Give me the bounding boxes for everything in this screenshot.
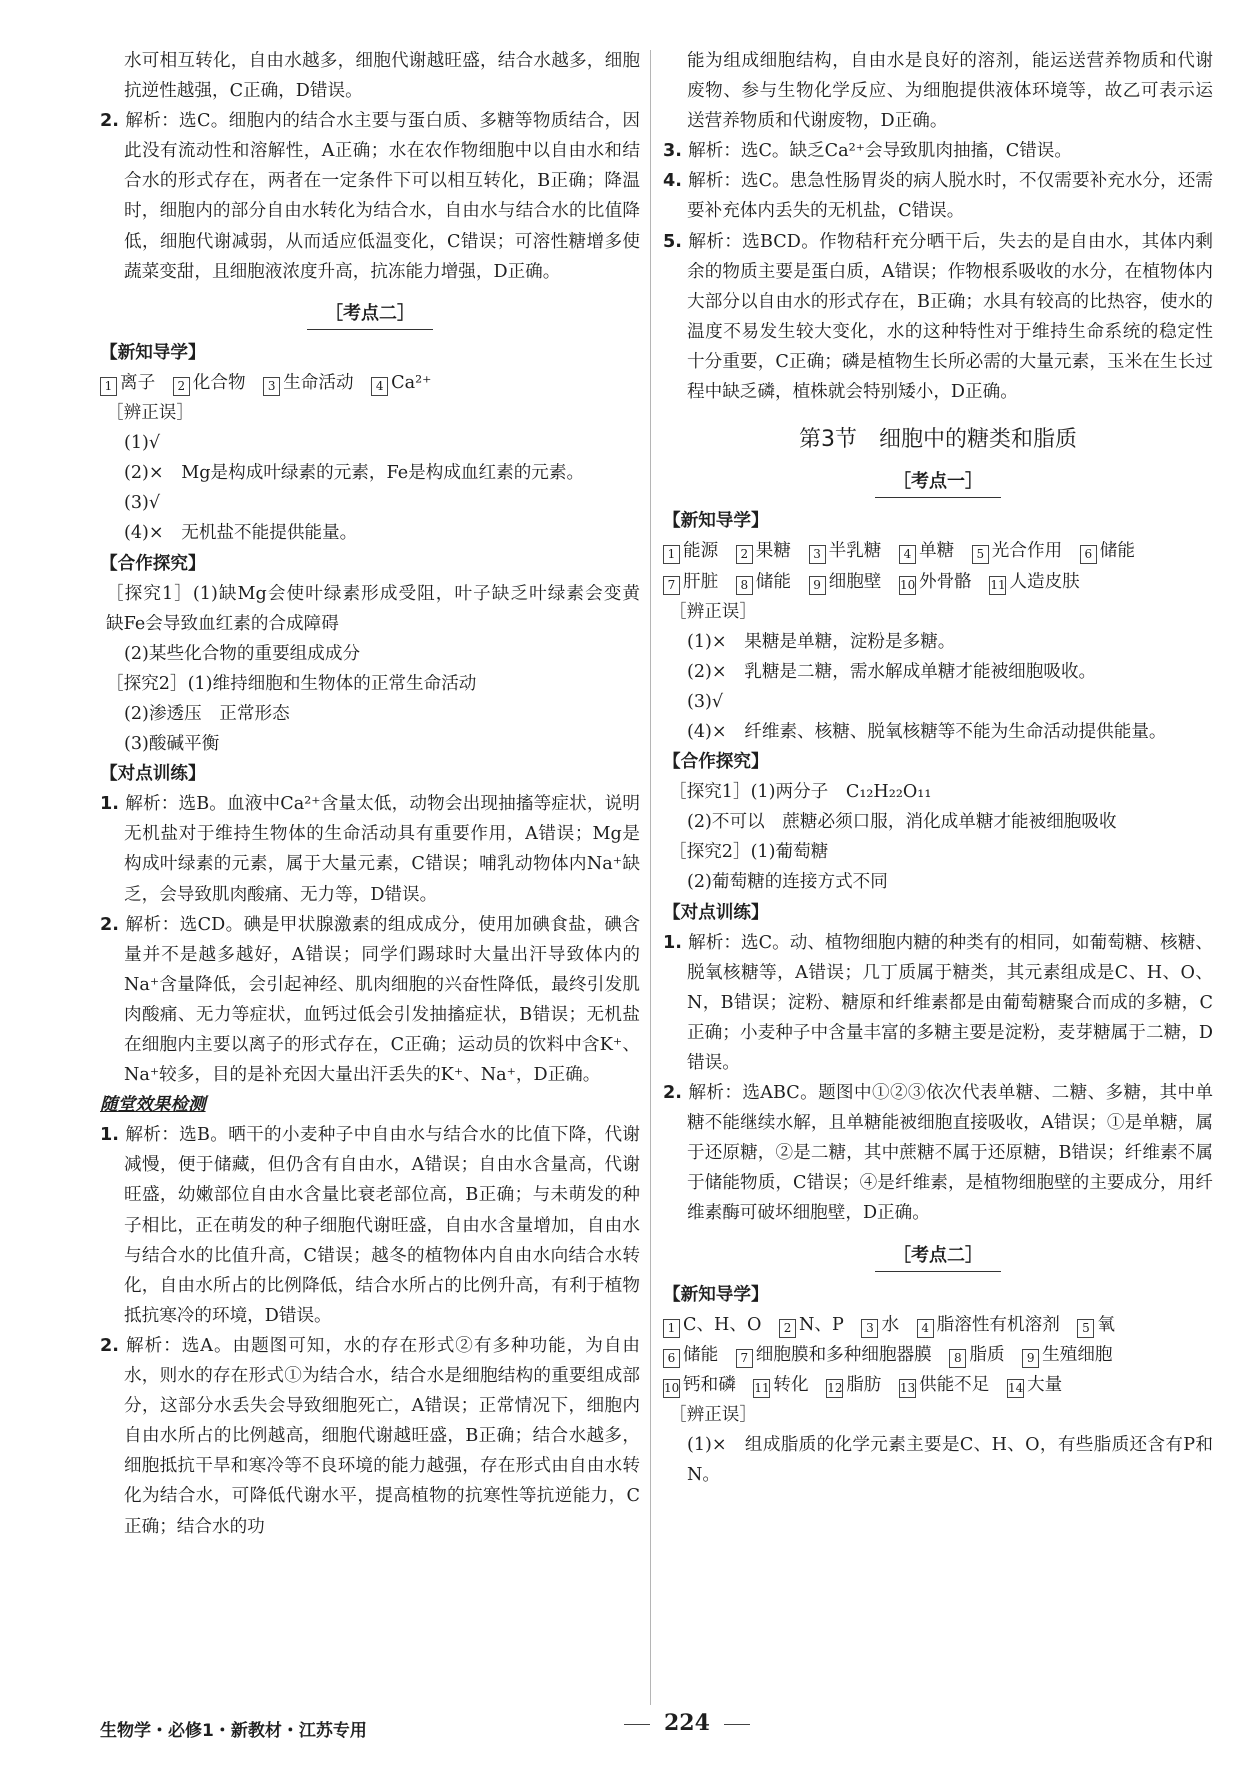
answer-item-2: 2. 解析：选C。细胞内的结合水主要与蛋白质、多糖等物质结合，因此没有流动性和溶解性，A正确；水在农作物细胞中以自由水和结合水的形式存在，两者在一定条件下可以相互转化，B正确；降温时，细胞内的部分自由水转化为结合水，自由水与结合水的比值降低，细胞代谢减弱，从而适应低温变化，C错误；可溶性糖增多使蔬菜变甜，且细胞液浓度升高，抗冻能力增强，D正确。 <box>100 111 640 282</box>
bianzheng-4: (4)× 无机盐不能提供能量。 <box>124 523 358 544</box>
bianzheng-heading-2: ［辨正误］ <box>669 1405 757 1426</box>
bianzheng-3: (3)√ <box>687 691 724 712</box>
bianzheng-1: (1)√ <box>124 433 161 454</box>
answer-item-5: 5. 解析：选BCD。作物秸秆充分晒干后，失去的是自由水，其体内剩余的物质主要是蛋白质，A错误；作物根系吸收的水分，在植物体内大部分以自由水的形式存在，B正确；水具有较高的比热容，使水的温度不易发生较大变化，水的这种特性对于维持生命系统的稳定性十分重要，C正确；磷是植物生长所必需的大量元素，玉米在生长过程中缺乏磷，植株就会特别矮小，D正确。 <box>663 231 1213 403</box>
bianzheng-heading: ［辨正误］ <box>669 601 757 622</box>
answer-continuation: 水可相互转化，自由水越多，细胞代谢越旺盛，结合水越多，细胞抗逆性越强，C正确，D错误。 <box>124 51 640 102</box>
tanjiu-2a: ［探究2］(1)维持细胞和生物体的正常生命活动 <box>106 673 477 694</box>
suitang-heading: 随堂效果检测 <box>100 1095 206 1116</box>
duidian-item-2: 2. 解析：选CD。碘是甲状腺激素的组成成分，使用加碘食盐，碘含量并不是越多越好，A错误；同学们踢球时大量出汗导致体内的Na⁺含量降低，会引起神经、肌肉细胞的兴奋性降低，最终引发肌肉酸痛、无力等症状，血钙过低会引发抽搐症状，B错误；无机盐在细胞内主要以离子的形式存在，C正确；运动员的饮料中含K⁺、Na⁺较多，目的是补充因大量出汗丢失的K⁺、Na⁺，D正确。 <box>100 914 640 1086</box>
tanjiu-2b: (2)渗透压 正常形态 <box>124 703 290 724</box>
book-title: 生物学・必修1・新教材・江苏专用 <box>100 1721 367 1741</box>
bianzheng-3: (3)√ <box>124 493 161 514</box>
hezuo-heading: 【合作探究】 <box>663 752 769 773</box>
tanjiu-2b: (2)葡萄糖的连接方式不同 <box>687 872 888 893</box>
duidian-heading: 【对点训练】 <box>663 902 769 923</box>
page-number: 224 <box>610 1710 764 1736</box>
bianzheng-1: (1)× 果糖是单糖，淀粉是多糖。 <box>687 631 956 652</box>
duidian-item-1: 1. 解析：选C。动、植物细胞内糖的种类有的相同，如葡萄糖、核糖、脱氧核糖等，A错误；几丁质属于糖类，其元素组成是C、H、O、N，B错误；淀粉、糖原和纤维素都是由葡萄糖聚合而成的多糖，C正确；小麦种子中含量丰富的多糖主要是淀粉，麦芽糖属于二糖，D错误。 <box>663 932 1213 1073</box>
xinzhi-row-2: 7 肝脏 8 储能 9 细胞壁 10 外骨骼 11 人造皮肤 <box>663 567 1213 597</box>
xinzhi-row-1: 1 能源 2 果糖 3 半乳糖 4 单糖 5 光合作用 6 储能 <box>663 536 1213 566</box>
bianzheng-2: (2)× Mg是构成叶绿素的元素，Fe是构成血红素的元素。 <box>124 463 585 484</box>
page-footer <box>100 1710 1210 1750</box>
section-title: 第3节 细胞中的糖类和脂质 <box>799 427 1077 453</box>
answer-continuation: 能为组成细胞结构，自由水是良好的溶剂，能运送营养物质和代谢废物、参与生物化学反应、为细胞提供液体环境等，故乙可表示运送营养物质和代谢废物，D正确。 <box>687 51 1213 132</box>
bianzheng-4: (4)× 纤维素、核糖、脱氧核糖等不能为生命活动提供能量。 <box>687 721 1167 742</box>
bianzheng-heading: ［辨正误］ <box>106 403 194 424</box>
kaodian-1-heading: ［考点一］ <box>663 467 1213 498</box>
xinzhi-heading: 【新知导学】 <box>100 342 206 363</box>
bianzheng2-1: (1)× 组成脂质的化学元素主要是C、H、O，有些脂质还含有P和N。 <box>687 1435 1213 1486</box>
suitang-item-1: 1. 解析：选B。晒干的小麦种子中自由水与结合水的比值下降，代谢减慢，便于储藏，但仍含有自由水，A错误；自由水含量高，代谢旺盛，幼嫩部位自由水含量比衰老部位高，B正确；与未萌发的种子相比，正在萌发的种子细胞代谢旺盛，自由水含量增加，自由水与结合水的比值升高，C错误；越冬的植物体内自由水向结合水转化，自由水所占的比例降低，结合水所占的比例升高，有利于植物抵抗寒冷的环境，D错误。 <box>100 1125 640 1326</box>
xinzhi-answers: 1 离子 2 化合物 3 生命活动 4 Ca²⁺ <box>100 368 640 398</box>
tanjiu-1b: (2)不可以 蔗糖必须口服，消化成单糖才能被细胞吸收 <box>687 812 1117 833</box>
xinzhi2-row-1: 1 C、H、O 2 N、P 3 水 4 脂溶性有机溶剂 5 氧 <box>663 1310 1213 1340</box>
xinzhi-heading: 【新知导学】 <box>663 511 769 532</box>
tanjiu-2a: ［探究2］(1)葡萄糖 <box>669 842 829 863</box>
right-column <box>663 46 1213 1490</box>
suitang-item-2: 2. 解析：选A。由题图可知，水的存在形式②有多种功能，为自由水，则水的存在形式①为结合水，结合水是细胞结构的重要组成部分，这部分水丢失会导致细胞死亡，A错误；正常情况下，细胞内自由水所占的比例越高，细胞代谢越旺盛，B正确；结合水越多，细胞抵抗干旱和寒冷等不良环境的能力越强，存在形式由自由水转化为结合水，可降低代谢水平，提高植物的抗寒性等抗逆能力，C正确；结合水的功 <box>100 1335 640 1537</box>
tanjiu-1a: ［探究1］(1)缺Mg会使叶绿素形成受阻，叶子缺乏叶绿素会变黄 缺Fe会导致血红素的合成障碍 <box>106 583 658 634</box>
xinzhi2-row-2: 6 储能 7 细胞膜和多种细胞器膜 8 脂质 9 生殖细胞 <box>663 1340 1213 1370</box>
bianzheng-2: (2)× 乳糖是二糖，需水解成单糖才能被细胞吸收。 <box>687 661 1097 682</box>
kaodian-2-heading: ［考点二］ <box>100 299 640 330</box>
tanjiu-1b: (2)某些化合物的重要组成成分 <box>124 643 361 664</box>
xinzhi2-row-3: 10 钙和磷 11 转化 12 脂肪 13 供能不足 14 大量 <box>663 1370 1213 1400</box>
column-divider <box>650 50 651 1705</box>
hezuo-heading: 【合作探究】 <box>100 553 206 574</box>
tanjiu-2c: (3)酸碱平衡 <box>124 734 220 755</box>
left-column <box>100 46 658 1542</box>
duidian-item-1: 1. 解析：选B。血液中Ca²⁺含量太低，动物会出现抽搐等症状，说明无机盐对于维持生物体的生命活动具有重要作用，A错误；Mg是构成叶绿素的元素，属于大量元素，C错误；哺乳动物体内Na⁺缺乏，会导致肌肉酸痛、无力等，D错误。 <box>100 794 640 905</box>
tanjiu-1a: ［探究1］(1)两分子 C₁₂H₂₂O₁₁ <box>669 782 932 803</box>
duidian-heading: 【对点训练】 <box>100 764 206 785</box>
answer-item-4: 4. 解析：选C。患急性肠胃炎的病人脱水时，不仅需要补充水分，还需要补充体内丢失的无机盐，C错误。 <box>663 171 1213 222</box>
duidian-item-2: 2. 解析：选ABC。题图中①②③依次代表单糖、二糖、多糖，其中单糖不能继续水解，且单糖能被细胞直接吸收，A错误；①是单糖，属于还原糖，②是二糖，其中蔗糖不属于还原糖，B错误；纤维素不属于储能物质，C错误；④是纤维素，是植物细胞壁的主要成分，用纤维素酶可破坏细胞壁，D正确。 <box>663 1083 1213 1224</box>
xinzhi-heading-2: 【新知导学】 <box>663 1284 769 1305</box>
answer-item-3: 3. 解析：选C。缺乏Ca²⁺会导致肌肉抽搐，C错误。 <box>663 141 1072 162</box>
kaodian-2-heading: ［考点二］ <box>663 1241 1213 1272</box>
